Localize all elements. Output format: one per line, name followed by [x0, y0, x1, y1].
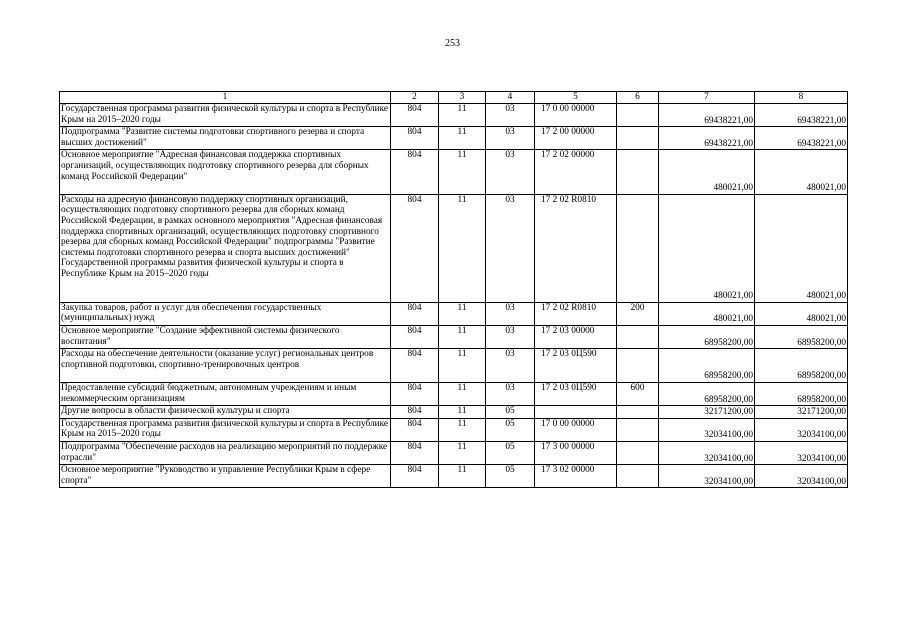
- cell-col-8: 32034100,00: [755, 418, 848, 441]
- cell-col-4: 05: [486, 406, 535, 419]
- cell-name: Основное мероприятие "Адресная финансовая поддержка спортивных организаций, осуществляющих подготовку спортивного резерва для сборных команд Российской Федерации": [60, 150, 391, 194]
- cell-col-8: 68958200,00: [755, 382, 848, 405]
- cell-col-7: 32034100,00: [659, 418, 755, 441]
- cell-col-4: 05: [486, 465, 535, 488]
- cell-col-3: 11: [439, 418, 486, 441]
- table-row: [60, 382, 848, 405]
- table-row: [60, 302, 848, 325]
- cell-name: Государственная программа развития физической культуры и спорта в Республике Крым на 2015–2020 годы: [60, 418, 391, 441]
- cell-name: Расходы на адресную финансовую поддержку спортивных организаций, осуществляющих подготовку спортивного резерва для сборных команд Российской Федерации, в рамках основного мероприятия "Адресная финансовая поддержка спортивных организаций, осуществляющих подготовку спортивного резерва для сборных команд Российской Федерации" подпрограммы "Развитие системы подготовки спортивного резерва и спорта высших достижений" Государственной программы развития физической культуры и спорта в Республике Крым на 2015–2020 годы: [60, 194, 391, 302]
- cell-col-3: 11: [439, 104, 486, 127]
- cell-col-2: 804: [391, 441, 439, 464]
- cell-col-4: 03: [486, 302, 535, 325]
- cell-col-5: 17 3 02 00000: [535, 465, 617, 488]
- table-row: [60, 127, 848, 150]
- cell-col-7: 68958200,00: [659, 382, 755, 405]
- cell-col-7: 480021,00: [659, 302, 755, 325]
- table-row: [60, 406, 848, 419]
- cell-col-4: 03: [486, 382, 535, 405]
- table-row: [60, 150, 848, 194]
- cell-col-8: 480021,00: [755, 150, 848, 194]
- cell-col-3: 11: [439, 441, 486, 464]
- cell-col-5: 17 2 03 0Ц590: [535, 382, 617, 405]
- column-header: 8: [755, 92, 848, 104]
- cell-col-5: 17 0 00 00000: [535, 104, 617, 127]
- cell-col-6: [617, 441, 659, 464]
- cell-col-7: 68958200,00: [659, 325, 755, 348]
- budget-table: [59, 91, 848, 488]
- cell-col-7: 69438221,00: [659, 104, 755, 127]
- table-row: [60, 104, 848, 127]
- cell-col-5: 17 3 00 00000: [535, 441, 617, 464]
- cell-col-7: 32034100,00: [659, 441, 755, 464]
- cell-col-2: 804: [391, 302, 439, 325]
- cell-col-3: 11: [439, 382, 486, 405]
- cell-col-6: 600: [617, 382, 659, 405]
- cell-col-4: 03: [486, 104, 535, 127]
- cell-col-8: 32034100,00: [755, 465, 848, 488]
- cell-col-8: 68958200,00: [755, 325, 848, 348]
- cell-col-8: 68958200,00: [755, 349, 848, 383]
- cell-col-3: 11: [439, 127, 486, 150]
- column-header: 1: [60, 92, 391, 104]
- cell-col-5: 17 2 02 00000: [535, 150, 617, 194]
- cell-col-6: [617, 150, 659, 194]
- cell-col-4: 03: [486, 194, 535, 302]
- column-header: 4: [486, 92, 535, 104]
- cell-col-5: 17 0 00 00000: [535, 418, 617, 441]
- table-row: [60, 441, 848, 464]
- page-number: 253: [445, 38, 460, 49]
- cell-col-3: 11: [439, 302, 486, 325]
- cell-col-4: 03: [486, 325, 535, 348]
- cell-name: Основное мероприятие "Руководство и управление Республики Крым в сфере спорта": [60, 465, 391, 488]
- cell-col-3: 11: [439, 406, 486, 419]
- cell-name: Закупка товаров, работ и услуг для обеспечения государственных (муниципальных) нужд: [60, 302, 391, 325]
- cell-col-3: 11: [439, 465, 486, 488]
- cell-col-2: 804: [391, 406, 439, 419]
- cell-col-8: 69438221,00: [755, 104, 848, 127]
- cell-col-2: 804: [391, 418, 439, 441]
- column-header: 3: [439, 92, 486, 104]
- cell-col-2: 804: [391, 150, 439, 194]
- cell-col-6: [617, 349, 659, 383]
- cell-col-8: 32034100,00: [755, 441, 848, 464]
- cell-col-2: 804: [391, 127, 439, 150]
- cell-col-3: 11: [439, 325, 486, 348]
- cell-col-2: 804: [391, 349, 439, 383]
- cell-col-7: 32034100,00: [659, 465, 755, 488]
- cell-col-4: 03: [486, 150, 535, 194]
- cell-col-5: [535, 406, 617, 419]
- cell-col-6: 200: [617, 302, 659, 325]
- cell-name: Другие вопросы в области физической культуры и спорта: [60, 406, 391, 419]
- cell-col-8: 480021,00: [755, 302, 848, 325]
- cell-col-7: 68958200,00: [659, 349, 755, 383]
- cell-col-4: 05: [486, 418, 535, 441]
- column-header: 6: [617, 92, 659, 104]
- cell-col-6: [617, 406, 659, 419]
- cell-col-6: [617, 104, 659, 127]
- column-header: 2: [391, 92, 439, 104]
- cell-col-3: 11: [439, 349, 486, 383]
- table-row: [60, 325, 848, 348]
- cell-col-5: 17 2 00 00000: [535, 127, 617, 150]
- table-row: [60, 465, 848, 488]
- cell-col-2: 804: [391, 465, 439, 488]
- cell-name: Предоставление субсидий бюджетным, автономным учреждениям и иным некоммерческим организациям: [60, 382, 391, 405]
- cell-col-2: 804: [391, 382, 439, 405]
- table-row: [60, 194, 848, 302]
- cell-col-7: 480021,00: [659, 194, 755, 302]
- cell-col-5: 17 2 02 R0810: [535, 302, 617, 325]
- cell-col-6: [617, 194, 659, 302]
- cell-col-7: 480021,00: [659, 150, 755, 194]
- cell-col-2: 804: [391, 104, 439, 127]
- cell-col-8: 69438221,00: [755, 127, 848, 150]
- cell-col-6: [617, 418, 659, 441]
- cell-col-7: 32171200,00: [659, 406, 755, 419]
- cell-col-6: [617, 127, 659, 150]
- cell-col-7: 69438221,00: [659, 127, 755, 150]
- cell-col-5: 17 2 03 0Ц590: [535, 349, 617, 383]
- cell-name: Расходы на обеспечение деятельности (оказание услуг) региональных центров спортивной подготовки, спортивно-тренировочных центров: [60, 349, 391, 383]
- cell-col-5: 17 2 02 R0810: [535, 194, 617, 302]
- column-header: 7: [659, 92, 755, 104]
- cell-name: Основное мероприятие "Создание эффективной системы физического воспитания": [60, 325, 391, 348]
- cell-name: Государственная программа развития физической культуры и спорта в Республике Крым на 2015–2020 годы: [60, 104, 391, 127]
- column-header: 5: [535, 92, 617, 104]
- cell-col-8: 480021,00: [755, 194, 848, 302]
- cell-col-4: 05: [486, 441, 535, 464]
- cell-col-4: 03: [486, 349, 535, 383]
- cell-col-6: [617, 325, 659, 348]
- table-header-row: [60, 92, 848, 104]
- cell-col-4: 03: [486, 127, 535, 150]
- cell-col-2: 804: [391, 325, 439, 348]
- cell-col-3: 11: [439, 194, 486, 302]
- table-row: [60, 418, 848, 441]
- cell-col-3: 11: [439, 150, 486, 194]
- cell-name: Подпрограмма "Обеспечение расходов на реализацию мероприятий по поддержке отрасли": [60, 441, 391, 464]
- cell-col-2: 804: [391, 194, 439, 302]
- cell-col-5: 17 2 03 00000: [535, 325, 617, 348]
- cell-name: Подпрограмма "Развитие системы подготовки спортивного резерва и спорта высших достижений": [60, 127, 391, 150]
- table-row: [60, 349, 848, 383]
- cell-col-6: [617, 465, 659, 488]
- cell-col-8: 32171200,00: [755, 406, 848, 419]
